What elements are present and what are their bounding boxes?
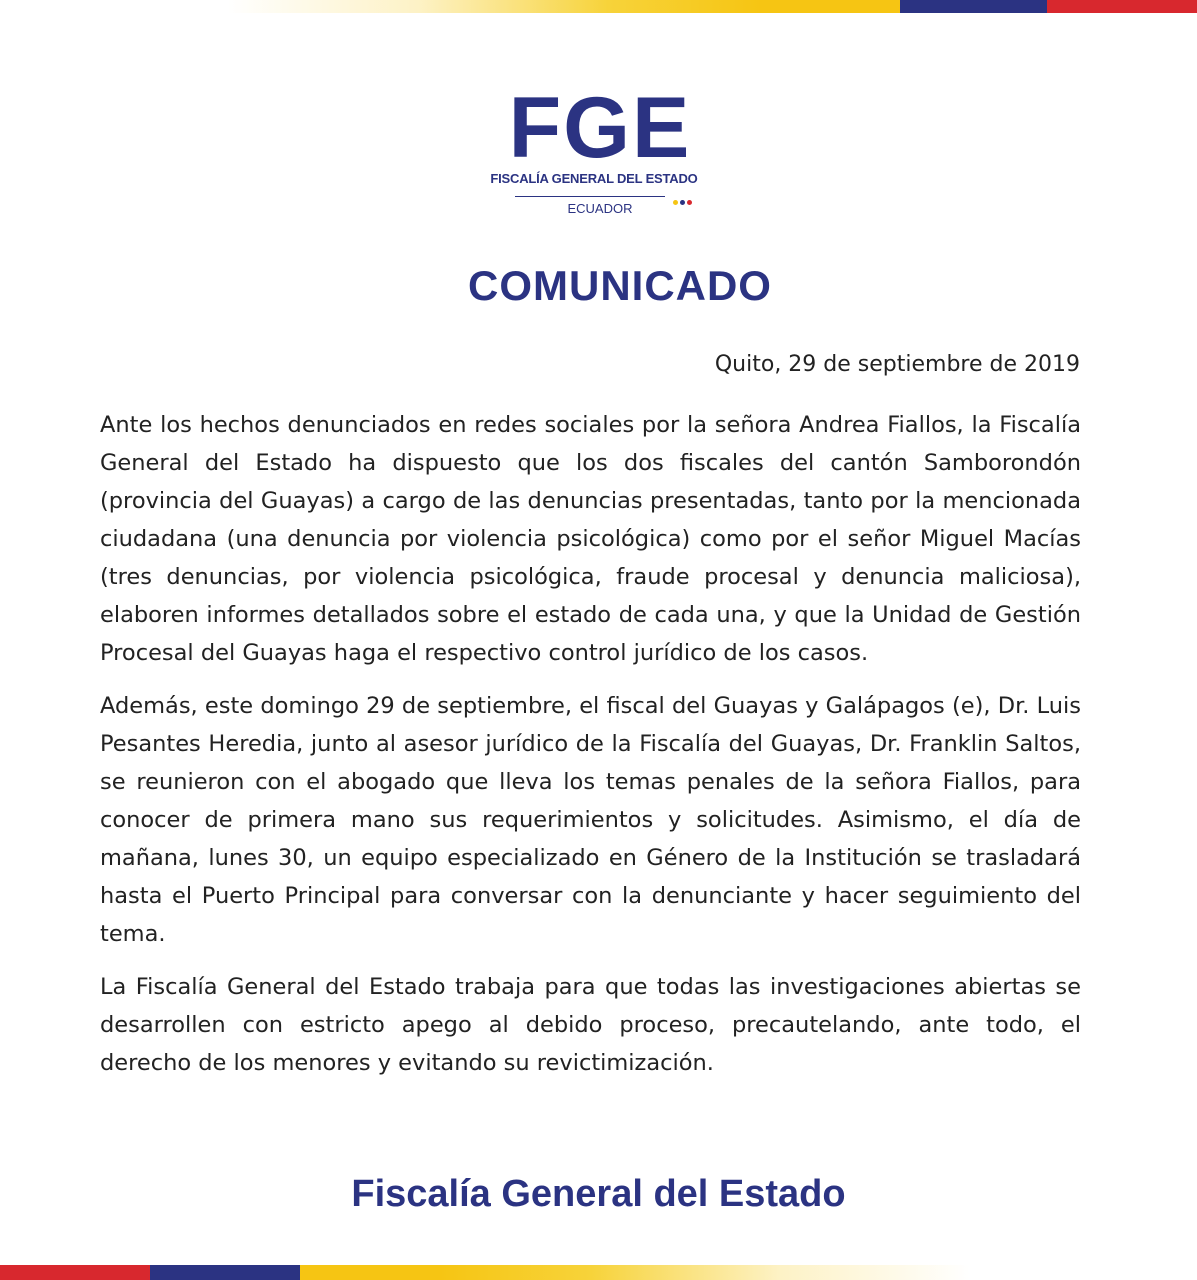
logo-institution-name: FISCALÍA GENERAL DEL ESTADO [490,171,698,186]
stripe-blue [150,1265,300,1280]
bottom-flag-stripe [0,1265,1197,1280]
document-signature: Fiscalía General del Estado [351,1173,846,1215]
fge-logo [480,80,720,225]
document-date: Quito, 29 de septiembre de 2019 [714,352,1080,377]
body-paragraph-1: Ante los hechos denunciados en redes sociales por la señora Andrea Fiallos, la Fiscalía General del Estado ha dispuesto que los dos fiscales del cantón Samborondón (provincia del Guayas) a cargo de las denuncias presentadas, tanto por la mencionada ciudadana (una denuncia por violencia psicológica) como por el señor Miguel Macías (tres denuncias, por violencia psicológica, fraude procesal y denuncia maliciosa), elaboren informes detallados sobre el estado de cada una, y que la Unidad de Gestión Procesal del Guayas haga el respectivo control jurídico de los casos. [100,412,1081,666]
stripe-red [0,1265,150,1280]
stripe-blue [900,0,1047,13]
document-title: COMUNICADO [468,262,772,309]
flag-dots-icon [668,190,698,196]
top-flag-stripe [0,0,1197,13]
logo-country: ECUADOR [567,201,633,216]
document-body [100,406,1081,1097]
body-paragraph-3: La Fiscalía General del Estado trabaja para que todas las investigaciones abiertas se desarrollen con estricto apego al debido proceso, precautelando, ante todo, el derecho de los menores y evitando su revictimización. [100,974,1081,1076]
body-paragraph-2: Además, este domingo 29 de septiembre, el fiscal del Guayas y Galápagos (e), Dr. Luis Pesantes Heredia, junto al asesor jurídico de la Fiscalía del Guayas, Dr. Franklin Saltos, se reunieron con el abogado que lleva los temas penales de la señora Fiallos, para conocer de primera mano sus requerimientos y solicitudes. Asimismo, el día de mañana, lunes 30, un equipo especializado en Género de la Institución se trasladará hasta el Puerto Principal para conversar con la denunciante y hacer seguimiento del tema. [100,693,1081,947]
logo-divider [515,196,665,197]
stripe-yellow [760,0,900,13]
stripe-fade [0,0,760,13]
logo-mark: FGE [508,80,692,176]
stripe-red [1047,0,1197,13]
stripe-yellow [300,1265,440,1280]
stripe-fade [440,1265,1197,1280]
